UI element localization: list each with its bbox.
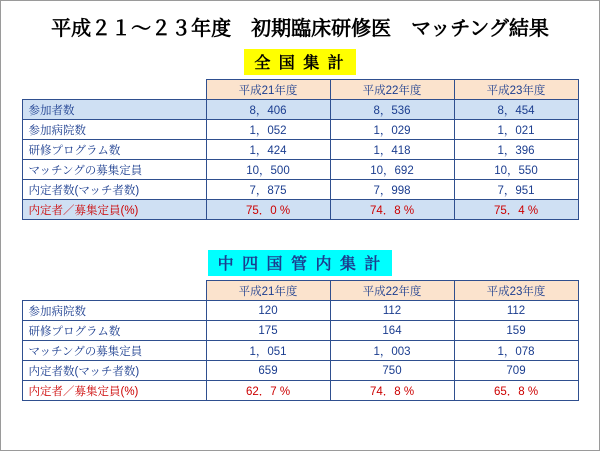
row-value: 112 (330, 301, 454, 321)
row-value: 10，550 (454, 160, 578, 180)
row-value: 1，029 (330, 120, 454, 140)
table-row (22, 200, 578, 220)
row-value: 7，875 (206, 180, 330, 200)
row-value: 62．7 % (206, 381, 330, 401)
row-value: 659 (206, 361, 330, 381)
row-label: 研修プログラム数 (22, 140, 206, 160)
row-value: 112 (454, 301, 578, 321)
section-chushikoku (1, 250, 599, 401)
row-value: 164 (330, 321, 454, 341)
column-header: 平成22年度 (330, 80, 454, 100)
table-chushikoku (22, 280, 579, 401)
table-row (22, 180, 578, 200)
column-header: 平成23年度 (454, 281, 578, 301)
row-label: マッチングの募集定員 (22, 160, 206, 180)
row-value: 8，454 (454, 100, 578, 120)
table-corner-cell (22, 281, 206, 301)
row-value: 1，021 (454, 120, 578, 140)
row-value: 1，418 (330, 140, 454, 160)
row-value: 7，998 (330, 180, 454, 200)
table-row (22, 381, 578, 401)
row-label: 研修プログラム数 (22, 321, 206, 341)
row-label: 内定者／募集定員(%) (22, 200, 206, 220)
table-row (22, 140, 578, 160)
column-header: 平成22年度 (330, 281, 454, 301)
column-header: 平成23年度 (454, 80, 578, 100)
row-value: 120 (206, 301, 330, 321)
table-header-row (22, 80, 578, 100)
row-value: 75．4 % (454, 200, 578, 220)
row-value: 7，951 (454, 180, 578, 200)
row-value: 1，003 (330, 341, 454, 361)
row-label: 参加病院数 (22, 301, 206, 321)
table-row (22, 100, 578, 120)
table-corner-cell (22, 80, 206, 100)
row-value: 10，500 (206, 160, 330, 180)
table-row (22, 321, 578, 341)
row-value: 74．8 % (330, 200, 454, 220)
row-value: 74．8 % (330, 381, 454, 401)
page-title: 平成２１～２３年度 初期臨床研修医 マッチング結果 (51, 18, 549, 40)
column-header: 平成21年度 (206, 80, 330, 100)
table-row (22, 160, 578, 180)
row-value: 1，078 (454, 341, 578, 361)
table-header-row (22, 281, 578, 301)
row-value: 175 (206, 321, 330, 341)
row-value: 65．8 % (454, 381, 578, 401)
table-national (22, 79, 579, 220)
row-value: 1，052 (206, 120, 330, 140)
row-value: 709 (454, 361, 578, 381)
row-label: 参加者数 (22, 100, 206, 120)
section-national-heading (1, 49, 599, 75)
section-chushikoku-heading (1, 250, 599, 276)
section-spacer (1, 220, 599, 242)
table-row (22, 341, 578, 361)
table-row (22, 301, 578, 321)
section-chushikoku-heading-label: 中 四 国 管 内 集 計 (208, 250, 393, 276)
row-value: 8，406 (206, 100, 330, 120)
row-value: 75．0 % (206, 200, 330, 220)
row-value: 8，536 (330, 100, 454, 120)
row-label: 内定者数(マッチ者数) (22, 180, 206, 200)
row-label: 内定者／募集定員(%) (22, 381, 206, 401)
row-value: 159 (454, 321, 578, 341)
row-label: 内定者数(マッチ者数) (22, 361, 206, 381)
table-row (22, 120, 578, 140)
row-value: 1，051 (206, 341, 330, 361)
row-value: 1，424 (206, 140, 330, 160)
row-value: 10，692 (330, 160, 454, 180)
section-national (1, 49, 599, 220)
section-national-heading-label: 全 国 集 計 (244, 49, 355, 75)
table-row (22, 361, 578, 381)
row-value: 750 (330, 361, 454, 381)
column-header: 平成21年度 (206, 281, 330, 301)
row-label: マッチングの募集定員 (22, 341, 206, 361)
row-label: 参加病院数 (22, 120, 206, 140)
row-value: 1，396 (454, 140, 578, 160)
